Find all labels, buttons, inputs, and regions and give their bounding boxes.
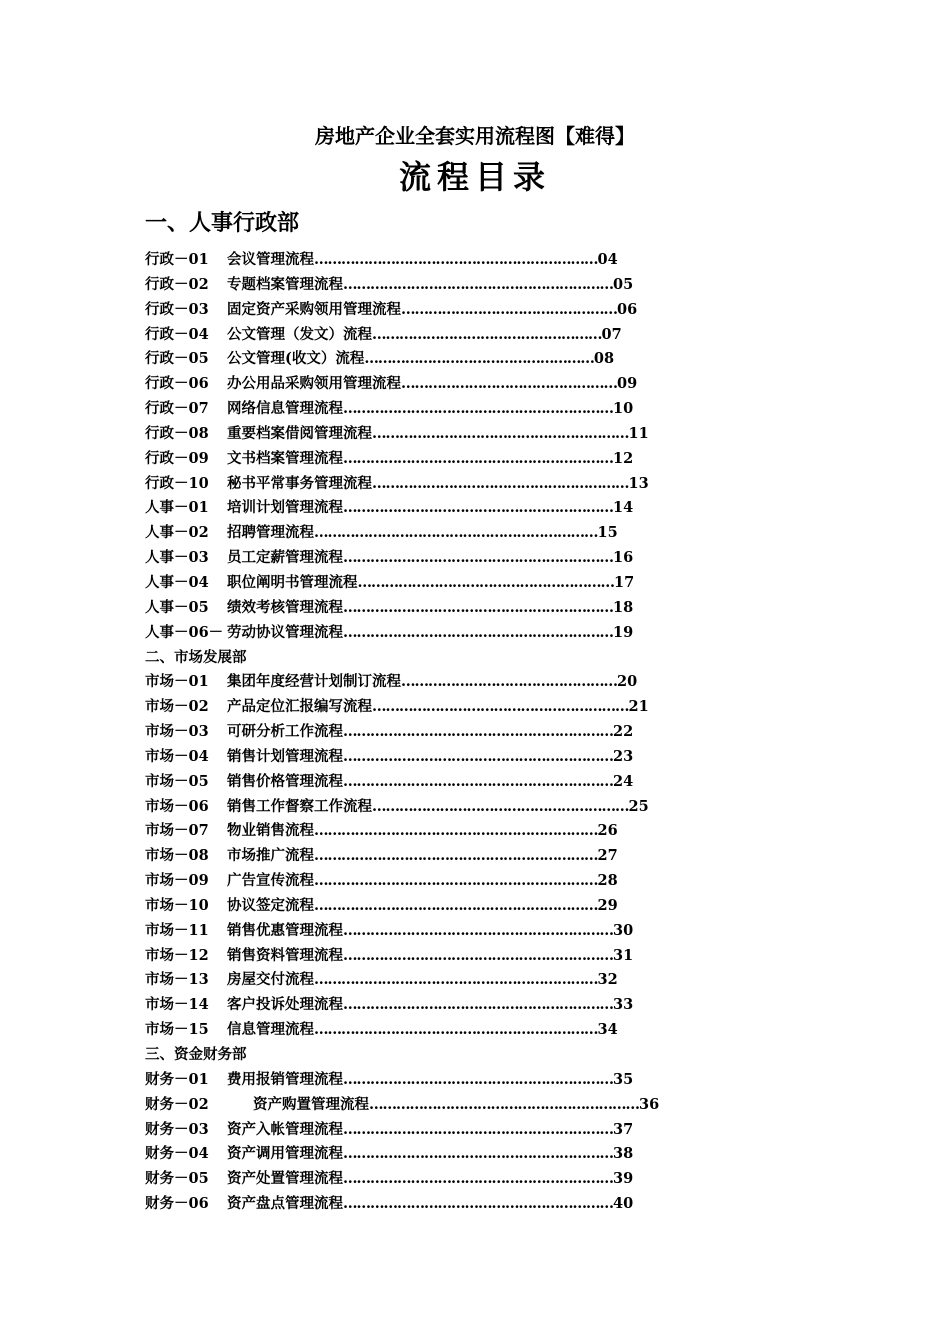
entry-page-number: 40 [613, 1195, 634, 1213]
entry-name: 客户投诉处理流程 [227, 996, 343, 1014]
entry-leader: …………………………………………………… [343, 1070, 613, 1088]
entry-leader: ……………………………………………………… [314, 971, 598, 989]
entry-code: 市场－10 [145, 896, 209, 914]
entry-code: 行政－03 [145, 300, 209, 318]
entry-leader: ……………………………………………………… [314, 251, 598, 268]
entry-code: 行政－09 [145, 449, 209, 467]
entry-page-number: 29 [597, 896, 618, 914]
toc-entry [145, 521, 705, 546]
entry-name: 资产购置管理流程 [253, 1095, 369, 1113]
entry-code: 人事－03 [145, 549, 209, 567]
toc-entry [145, 347, 705, 372]
entry-leader: …………………………………………………… [343, 921, 613, 939]
entry-name: 产品定位汇报编写流程 [227, 698, 372, 716]
entry-leader: …………………………………………………… [343, 549, 613, 567]
entry-page-number: 22 [613, 723, 634, 741]
entry-name: 招聘管理流程 [227, 524, 314, 542]
entry-code: 市场－04 [145, 747, 209, 765]
section-heading-hr-admin: 一、人事行政部 [145, 210, 300, 236]
toc-entry [145, 248, 705, 273]
toc-entry [145, 968, 705, 993]
toc-entry [145, 670, 705, 695]
entry-name: 绩效考核管理流程 [227, 598, 343, 616]
entry-page-number: 20 [617, 673, 638, 691]
toc-entry [145, 894, 705, 919]
entry-leader: …………………………………………………… [343, 772, 613, 790]
entry-leader: …………………………………………………… [343, 449, 613, 467]
entry-page-number: 30 [613, 921, 634, 939]
entry-page-number: 17 [614, 573, 635, 591]
entry-code: 行政－07 [145, 400, 209, 418]
toc-entry [145, 596, 705, 621]
entry-code: 市场－08 [145, 847, 209, 865]
entry-leader: …………………………………………………… [343, 499, 613, 517]
entry-code: 市场－06 [145, 797, 209, 815]
entry-name: 培训计划管理流程 [227, 499, 343, 517]
entry-code: 财务－04 [145, 1145, 209, 1163]
entry-name: 可研分析工作流程 [227, 723, 343, 741]
entry-name: 销售工作督察工作流程 [227, 797, 372, 815]
entry-leader: …………………………………………………… [343, 598, 613, 616]
entry-code: 人事－04 [145, 573, 209, 591]
toc-entry [145, 546, 705, 571]
entry-code: 财务－01 [145, 1070, 209, 1088]
entry-name: 秘书平常事务管理流程 [227, 474, 372, 492]
entry-code: 市场－13 [145, 971, 209, 989]
entry-leader: …………………………………………………… [343, 747, 613, 765]
toc-entry [145, 323, 705, 348]
entry-code: 行政－02 [145, 275, 209, 293]
entry-name: 房屋交付流程 [227, 971, 314, 989]
entry-name: 公文管理(收文）流程 [227, 350, 365, 368]
toc-entry [145, 1118, 705, 1143]
toc-entry [145, 919, 705, 944]
entry-code: 行政－04 [145, 325, 209, 343]
entry-leader: …………………………………………………… [343, 996, 613, 1014]
entry-name: 劳动协议管理流程 [227, 623, 343, 641]
entry-code: 市场－12 [145, 946, 209, 964]
toc-entry [145, 1142, 705, 1167]
entry-page-number: 34 [597, 1021, 618, 1039]
entry-page-number: 23 [613, 747, 634, 765]
entry-name: 资产盘点管理流程 [227, 1195, 343, 1213]
toc-entry [145, 1018, 705, 1043]
toc-entry [145, 1093, 705, 1118]
entry-page-number: 37 [613, 1120, 634, 1138]
entry-page-number: 12 [613, 449, 634, 467]
toc-entry [145, 621, 705, 646]
entry-code: 行政－05 [145, 350, 209, 368]
entry-name: 资产入帐管理流程 [227, 1120, 343, 1138]
entry-code: 市场－07 [145, 822, 209, 840]
toc-entry [145, 1068, 705, 1093]
entry-code: 行政－08 [145, 424, 209, 442]
entry-leader: …………………………………………………… [343, 723, 613, 741]
entry-leader: ……………………………………………………… [314, 822, 598, 840]
entry-leader: ……………………………………………………… [314, 872, 598, 890]
entry-leader: ………………………………………… [401, 300, 617, 318]
entry-leader: ……………………………………………………… [314, 1021, 598, 1039]
entry-code: 市场－09 [145, 872, 209, 890]
entry-leader: …………………………………………………… [343, 623, 613, 641]
entry-leader: ………………………………………………… [372, 474, 629, 492]
document-title: 房地产企业全套实用流程图【难得】 [315, 124, 635, 148]
entry-name: 职位阐明书管理流程 [227, 573, 358, 591]
entry-page-number: 09 [617, 375, 638, 393]
entry-leader: …………………………………………………… [343, 1120, 613, 1138]
entry-code: 市场－03 [145, 723, 209, 741]
toc-entry [145, 844, 705, 869]
entry-code: 财务－05 [145, 1170, 209, 1188]
entry-page-number: 04 [597, 251, 618, 268]
entry-page-number: 36 [639, 1095, 660, 1113]
entry-code: 市场－11 [145, 921, 209, 939]
toc-heading: 流程目录 [398, 158, 551, 196]
toc-entry [145, 571, 705, 596]
entry-name: 固定资产采购领用管理流程 [227, 300, 401, 318]
entry-name: 销售计划管理流程 [227, 747, 343, 765]
entry-leader: ……………………………………………………… [314, 524, 598, 542]
entry-code: 人事－06－ [145, 623, 224, 641]
entry-name: 费用报销管理流程 [227, 1070, 343, 1088]
entry-leader: ……………………………………………………… [314, 896, 598, 914]
entry-page-number: 39 [613, 1170, 634, 1188]
entry-page-number: 06 [617, 300, 638, 318]
entry-page-number: 32 [597, 971, 618, 989]
entry-page-number: 33 [613, 996, 634, 1014]
entry-leader: …………………………………………………… [343, 1195, 613, 1213]
toc-entry [145, 819, 705, 844]
entry-name: 文书档案管理流程 [227, 449, 343, 467]
entry-page-number: 05 [613, 275, 634, 293]
section-heading: 二、市场发展部 [145, 648, 247, 666]
entry-leader: …………………………………………………… [343, 946, 613, 964]
toc-entry [145, 745, 705, 770]
entry-page-number: 27 [597, 847, 618, 865]
entry-page-number: 18 [613, 598, 634, 616]
toc-entry [145, 695, 705, 720]
entry-leader: …………………………………………………… [343, 275, 613, 293]
entry-page-number: 35 [613, 1070, 634, 1088]
entry-code: 人事－05 [145, 598, 209, 616]
entry-page-number: 16 [613, 549, 634, 567]
toc-entry [145, 496, 705, 521]
toc-entry [145, 1167, 705, 1192]
entry-code: 市场－02 [145, 698, 209, 716]
entry-code: 市场－14 [145, 996, 209, 1014]
toc-entry [145, 770, 705, 795]
toc-entry [145, 273, 705, 298]
entry-leader: …………………………………………………… [369, 1095, 639, 1113]
toc-entry [145, 720, 705, 745]
entry-name: 办公用品采购领用管理流程 [227, 375, 401, 393]
entry-name: 集团年度经营计划制订流程 [227, 673, 401, 691]
entry-leader: ………………………………………………… [357, 573, 614, 591]
entry-name: 员工定薪管理流程 [227, 549, 343, 567]
entry-page-number: 24 [613, 772, 634, 790]
entry-code: 人事－02 [145, 524, 209, 542]
entry-code: 市场－01 [145, 673, 209, 691]
entry-page-number: 10 [613, 400, 634, 418]
entry-code: 人事－01 [145, 499, 209, 517]
entry-leader: …………………………………………… [364, 350, 594, 368]
entry-leader: ………………………………………… [401, 673, 617, 691]
toc-entry [145, 869, 705, 894]
toc-entry [145, 372, 705, 397]
entry-name: 会议管理流程 [227, 251, 314, 268]
toc-entry [145, 422, 705, 447]
entry-name: 专题档案管理流程 [227, 275, 343, 293]
entry-code: 行政－01 [145, 251, 209, 268]
entry-leader: …………………………………………………… [343, 400, 613, 418]
entry-page-number: 38 [613, 1145, 634, 1163]
entry-code: 财务－02 [145, 1095, 209, 1113]
entry-page-number: 25 [628, 797, 649, 815]
entry-leader: ……………………………………………………… [314, 847, 598, 865]
entry-leader: ………………………………………………… [372, 424, 629, 442]
entry-name: 网络信息管理流程 [227, 400, 343, 418]
entry-page-number: 26 [597, 822, 618, 840]
entry-code: 市场－05 [145, 772, 209, 790]
entry-code: 财务－06 [145, 1195, 209, 1213]
entry-page-number: 14 [613, 499, 634, 517]
entry-code: 行政－06 [145, 375, 209, 393]
toc-entry [145, 1192, 705, 1217]
entry-name: 物业销售流程 [227, 822, 314, 840]
toc-entry [145, 944, 705, 969]
entry-page-number: 08 [593, 350, 615, 368]
toc-entry [145, 397, 705, 422]
entry-code: 财务－03 [145, 1120, 209, 1138]
toc-entry [145, 472, 705, 497]
entry-name: 公文管理（发文）流程 [227, 325, 372, 343]
entry-leader: ………………………………………… [401, 375, 617, 393]
entry-name: 销售价格管理流程 [227, 772, 343, 790]
entry-page-number: 21 [628, 698, 649, 716]
entry-page-number: 07 [601, 325, 622, 343]
entry-name: 销售优惠管理流程 [227, 921, 343, 939]
entry-name: 广告宣传流程 [227, 872, 314, 890]
entry-page-number: 31 [613, 946, 634, 964]
entry-name: 协议签定流程 [227, 896, 314, 914]
toc-entry [145, 795, 705, 820]
entry-page-number: 13 [628, 474, 649, 492]
toc-list [145, 248, 705, 1217]
entry-name: 资产调用管理流程 [227, 1145, 343, 1163]
entry-page-number: 19 [613, 623, 634, 641]
entry-leader: ………………………………………………… [372, 797, 629, 815]
entry-leader: …………………………………………………… [343, 1145, 613, 1163]
toc-entry [145, 298, 705, 323]
toc-entry [145, 993, 705, 1018]
entry-name: 信息管理流程 [227, 1021, 314, 1039]
entry-name: 市场推广流程 [227, 847, 314, 865]
entry-leader: ………………………………………………… [372, 698, 629, 716]
entry-leader: …………………………………………………… [343, 1170, 613, 1188]
entry-name: 资产处置管理流程 [227, 1170, 343, 1188]
entry-code: 行政－10 [145, 474, 209, 492]
toc-entry [145, 447, 705, 472]
entry-page-number: 28 [597, 872, 618, 890]
entry-leader: …………………………………………… [372, 325, 602, 343]
entry-name: 重要档案借阅管理流程 [227, 424, 372, 442]
entry-name: 销售资料管理流程 [227, 946, 343, 964]
entry-page-number: 15 [597, 524, 618, 542]
entry-code: 市场－15 [145, 1021, 209, 1039]
section-heading: 三、资金财务部 [145, 1046, 247, 1063]
entry-page-number: 11 [628, 424, 649, 442]
